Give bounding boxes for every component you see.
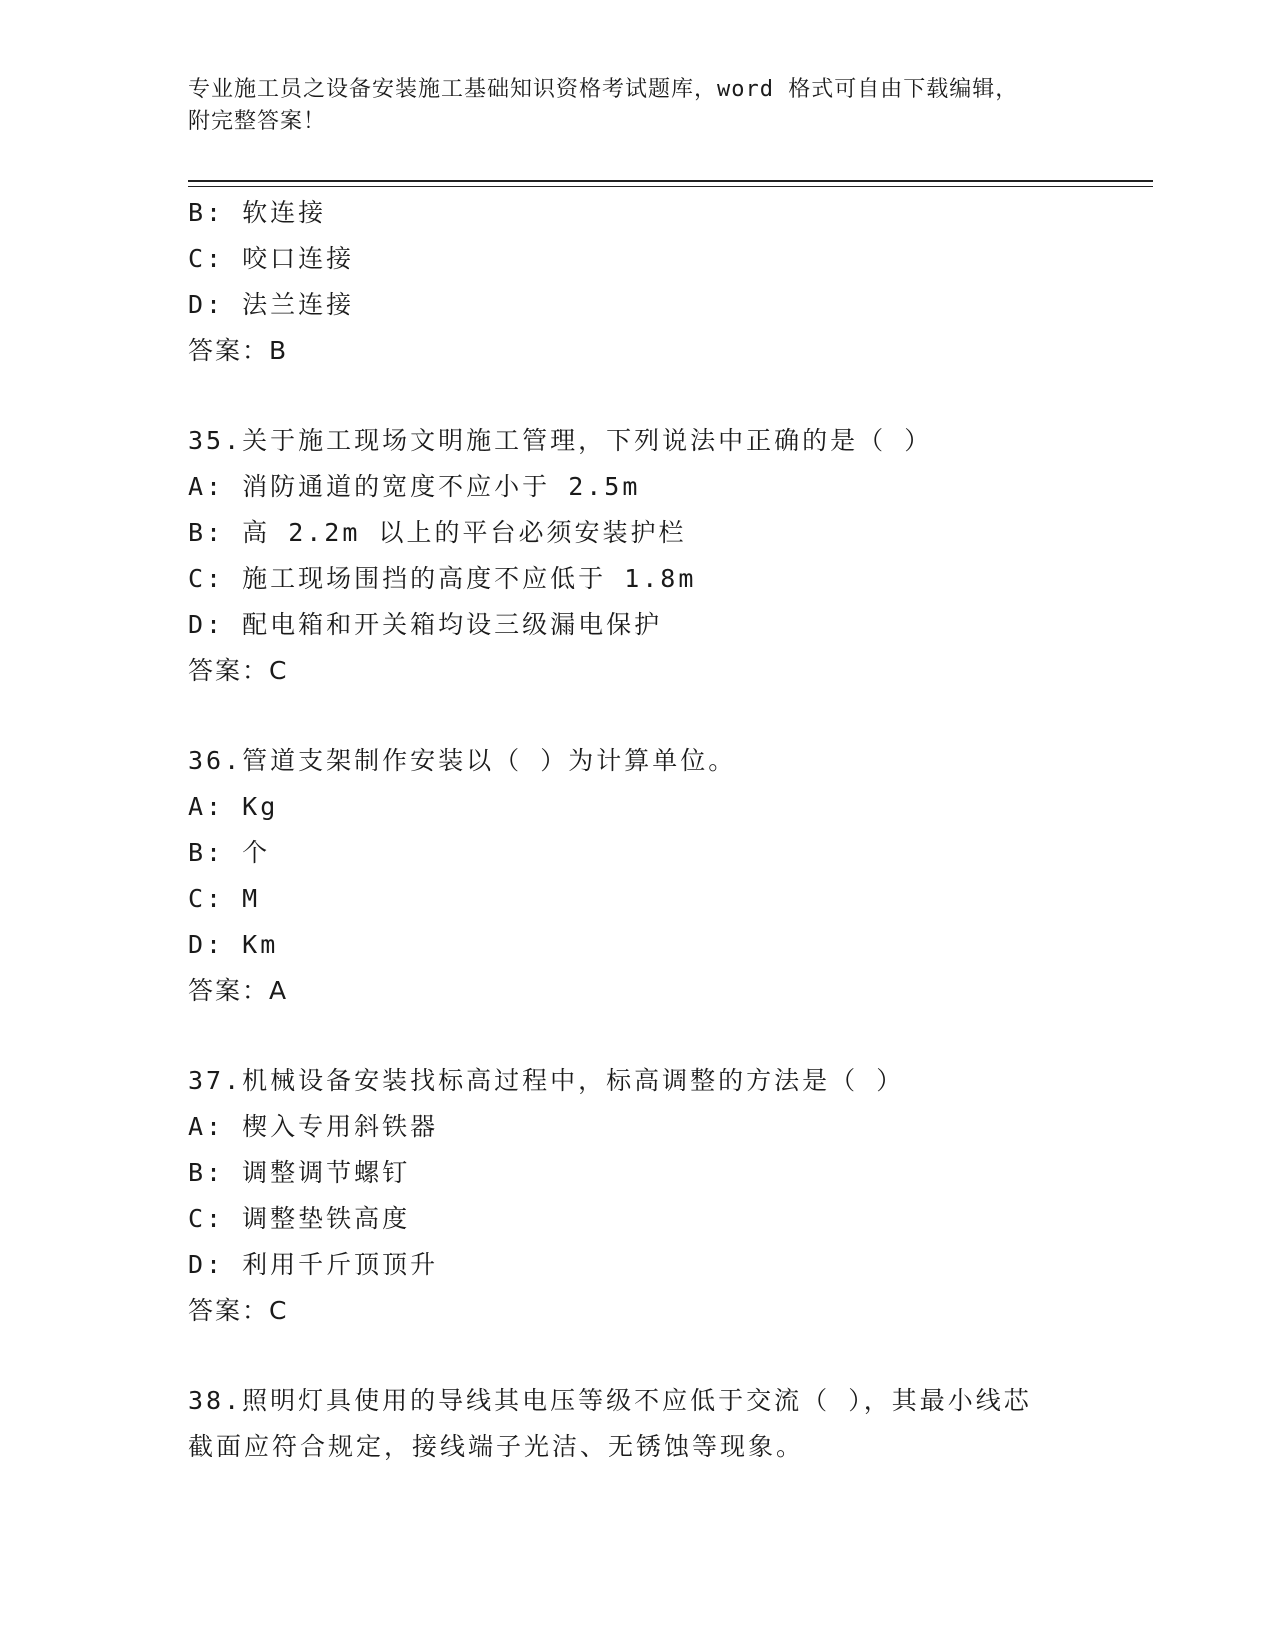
question-text: 36.管道支架制作安装以（ ）为计算单位。 bbox=[188, 746, 737, 775]
option-d: D: Km bbox=[188, 930, 279, 959]
header-divider-thick bbox=[188, 180, 1153, 182]
header-line-1: 专业施工员之设备安装施工基础知识资格考试题库，word 格式可自由下载编辑， bbox=[188, 77, 1019, 102]
option-d: D: 利用千斤顶顶升 bbox=[188, 1250, 439, 1279]
option-b: B: 软连接 bbox=[188, 198, 327, 227]
option-b: B: 个 bbox=[188, 838, 271, 867]
question-text-line-1: 38.照明灯具使用的导线其电压等级不应低于交流（ ），其最小线芯 bbox=[188, 1386, 1032, 1415]
question-36 bbox=[188, 738, 1153, 1014]
option-d: D: 法兰连接 bbox=[188, 290, 355, 319]
question-text: 37.机械设备安装找标高过程中，标高调整的方法是（ ） bbox=[188, 1066, 905, 1095]
spacer bbox=[188, 694, 1153, 738]
header-divider-thin bbox=[188, 186, 1153, 187]
option-d: D: 配电箱和开关箱均设三级漏电保护 bbox=[188, 610, 663, 639]
question-38 bbox=[188, 1378, 1153, 1470]
header-line-2: 附完整答案！ bbox=[188, 109, 327, 134]
document-header bbox=[188, 74, 1088, 138]
option-a: A: Kg bbox=[188, 792, 279, 821]
question-37 bbox=[188, 1058, 1153, 1334]
answer-line: 答案：B bbox=[188, 336, 289, 365]
question-list bbox=[188, 190, 1153, 1470]
spacer bbox=[188, 1014, 1153, 1058]
option-a: A: 消防通道的宽度不应小于 2.5m bbox=[188, 472, 641, 501]
option-b: B: 调整调节螺钉 bbox=[188, 1158, 411, 1187]
spacer bbox=[188, 374, 1153, 418]
answer-line: 答案：C bbox=[188, 656, 289, 685]
answer-line: 答案：C bbox=[188, 1296, 289, 1325]
option-b: B: 高 2.2m 以上的平台必须安装护栏 bbox=[188, 518, 687, 547]
spacer bbox=[188, 1334, 1153, 1378]
question-34 bbox=[188, 190, 1153, 374]
question-35 bbox=[188, 418, 1153, 694]
option-c: C: M bbox=[188, 884, 261, 913]
question-text-line-2: 截面应符合规定，接线端子光洁、无锈蚀等现象。 bbox=[188, 1432, 805, 1461]
option-c: C: 咬口连接 bbox=[188, 244, 355, 273]
option-c: C: 调整垫铁高度 bbox=[188, 1204, 411, 1233]
question-text: 35.关于施工现场文明施工管理，下列说法中正确的是（ ） bbox=[188, 426, 933, 455]
option-a: A: 楔入专用斜铁器 bbox=[188, 1112, 439, 1141]
answer-line: 答案：A bbox=[188, 976, 289, 1005]
option-c: C: 施工现场围挡的高度不应低于 1.8m bbox=[188, 564, 697, 593]
